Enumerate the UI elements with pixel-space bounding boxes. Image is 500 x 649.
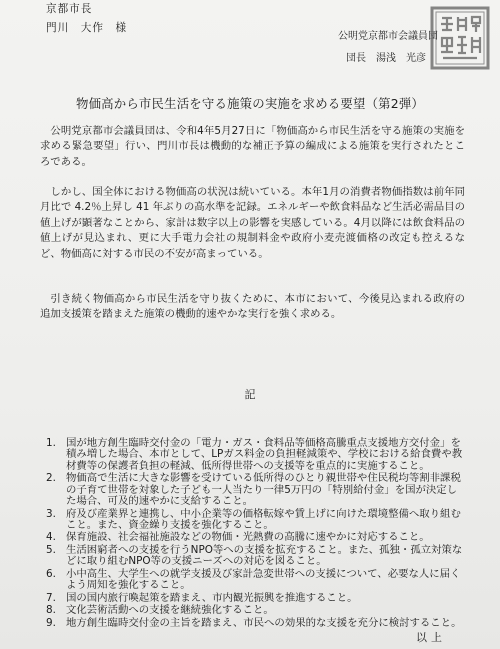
list-item-text: 地方創生臨時交付金の主旨を踏まえ、市民への効果的な支援を充分に検討すること。 — [66, 616, 462, 629]
sender-group: 公明党京都市会議員団 — [338, 31, 438, 42]
list-item-text: 保育施設、社会福祉施設などの物価・光熱費の高騰に速やかに対応すること。 — [66, 531, 430, 544]
list-item-9 — [46, 618, 466, 635]
paragraph-2: しかし、国全体における物価高の状況は続いている。本年1月の消費者物価指数は前年同月比で 4.2％上昇し 41 年ぶりの高水準を記録。エネルギーや飲食料品など生活必需品目の値上げが顕著なことから、家計は数字以上の影響を実感している。4月以降には飲食料品の値上げが見込まれ、更に大手電力会社の規制料金や政府小麦売渡価格の改定も控えるなど、物価高に対する市民の不安が高まっている。 — [40, 186, 465, 260]
list-item-text: 生活困窮者への支援を行うNPO等への支援を拡充すること。また、孤独・孤立対策などに取り組むNPO等の支援ニーズへの対応を図ること。 — [66, 543, 463, 568]
paragraph-1: 公明党京都市会議員団は、令和4年5月27日に「物価高から市民生活を守る施策の実施を求める緊急要望」行い、門川市長は機動的な補正予算の編成による施策を実行されたところである。 — [40, 125, 465, 168]
list-item-text: 府及び産業界と連携し、中小企業等の価格転嫁や賃上げに向けた環境整備へ取り組むこと。また、資金繰り支援を強化すること。 — [66, 507, 461, 531]
paragraph-3: 引き続く物価高から市民生活を守り抜くために、本市において、今後見込まれる政府の追加支援策を踏まえた施策の機動的速やかな実行を強く求める。 — [40, 293, 465, 321]
document-title: 物価高から市民生活を守る施策の実施を求める要望（第2弾） — [75, 96, 425, 111]
recipient-name: 門川 大作 様 — [46, 22, 128, 34]
recipient-title: 京都市長 — [46, 3, 93, 15]
list-item-text: 国の国内旅行喚起策を踏まえ、市内観光振興を推進すること。 — [66, 591, 358, 604]
closing-mark: 以上 — [416, 631, 446, 644]
list-item-number: 9. — [46, 616, 56, 629]
list-item-number: 8. — [46, 604, 56, 617]
seal-graphic — [430, 6, 490, 70]
list-item-text: 物価高で生活に大きな影響を受けている低所得のひとり親世帯や住民税均等割非課税の子育て世帯を対象した子ども一人当たり一律5万円の「特別給付金」を国が決定した場合、可及的速やかに支給すること。 — [66, 472, 461, 508]
list-item-text: 文化芸術活動への支援を継続強化すること。 — [66, 604, 274, 617]
list-item-number: 2. — [46, 472, 56, 485]
ki-heading: 記 — [244, 388, 256, 401]
list-item-text: 国が地方創生臨時交付金の「電力・ガス・食料品等価格高騰重点支援地方交付金」を積み増した場合、本市として、LPガス料金の負担軽減策や、学校における給食費や教材費等の保護者負担の軽減、低所得世帯への支援等を重点的に実施すること。 — [66, 437, 463, 472]
list-item-number: 5. — [46, 543, 56, 556]
list-item-number: 6. — [46, 567, 56, 580]
list-item-number: 7. — [46, 591, 56, 604]
list-item-number: 4. — [46, 531, 56, 544]
official-seal — [430, 6, 490, 70]
list-item-number: 3. — [46, 507, 56, 520]
list-item-number: 1. — [46, 437, 56, 449]
sender-leader: 団長 湯浅 光彦 — [346, 53, 426, 64]
list-item-text: 小中高生、大学生への就学支援及び家計急変世帯への支援について、必要な人に届くよう周知を強化すること。 — [66, 567, 461, 592]
